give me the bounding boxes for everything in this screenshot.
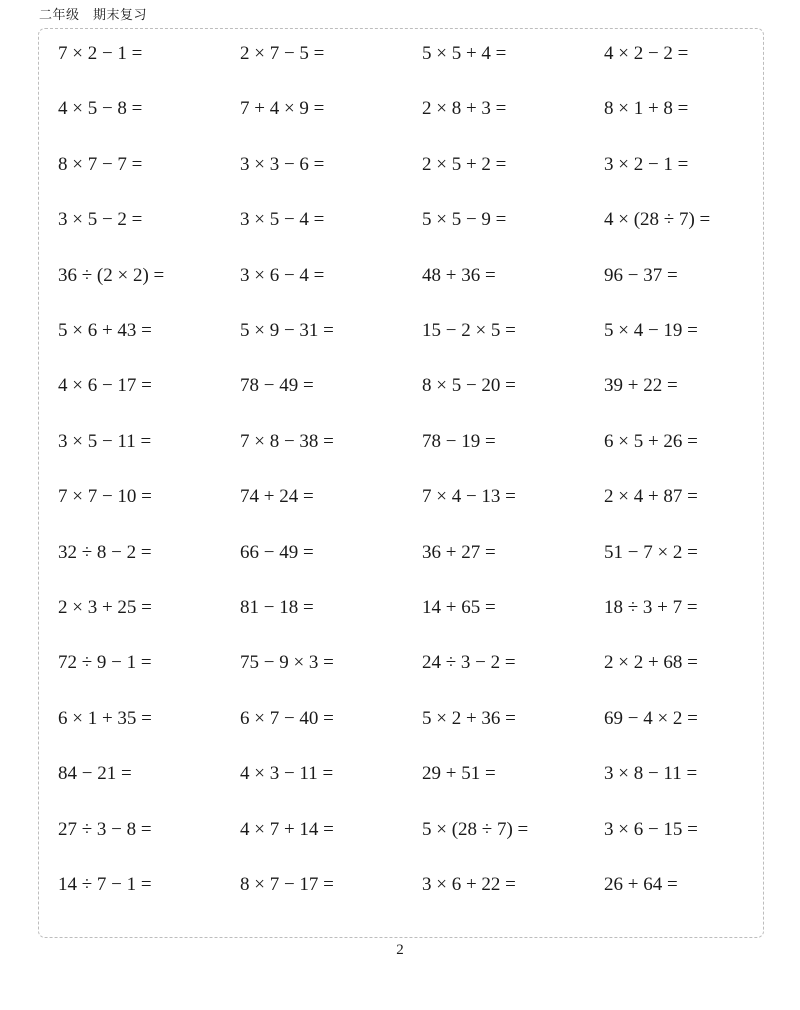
math-problem: 3 × 8 − 11 =	[604, 763, 698, 785]
math-problem: 72 ÷ 9 − 1 =	[58, 652, 152, 674]
math-problem: 27 ÷ 3 − 8 =	[58, 818, 152, 840]
math-problem: 96 − 37 =	[604, 264, 678, 286]
math-problem: 7 × 4 − 13 =	[422, 486, 516, 508]
math-problem: 14 + 65 =	[422, 597, 496, 618]
math-problem: 24 ÷ 3 − 2 =	[422, 652, 516, 674]
math-problem: 69 − 4 × 2 =	[604, 707, 698, 729]
math-problem: 6 × 7 − 40 =	[240, 707, 334, 729]
math-problem: 74 + 24 =	[240, 486, 314, 508]
math-problem: 3 × 6 − 15 =	[604, 818, 698, 840]
math-problem: 3 × 5 − 2 =	[58, 209, 143, 231]
math-problem: 51 − 7 × 2 =	[604, 541, 698, 563]
math-problem: 8 × 7 − 17 =	[240, 874, 334, 895]
problem-row	[58, 150, 758, 180]
math-problem: 39 + 22 =	[604, 375, 678, 397]
math-problem: 3 × 6 − 4 =	[240, 264, 325, 286]
math-problem: 7 + 4 × 9 =	[240, 98, 325, 120]
math-problem: 6 × 1 + 35 =	[58, 707, 152, 729]
math-problem: 2 × 4 + 87 =	[604, 486, 698, 508]
math-problem: 32 ÷ 8 − 2 =	[58, 541, 152, 563]
math-problem: 3 × 6 + 22 =	[422, 874, 516, 895]
problem-row	[58, 39, 758, 69]
math-problem: 7 × 2 − 1 =	[58, 43, 143, 64]
math-problem: 3 × 2 − 1 =	[604, 153, 689, 175]
problem-row	[58, 205, 758, 235]
math-problem: 4 × 2 − 2 =	[604, 43, 689, 64]
math-problem: 5 × 9 − 31 =	[240, 320, 334, 341]
math-problem: 3 × 5 − 11 =	[58, 430, 152, 452]
problem-row	[58, 815, 758, 845]
problem-row	[58, 538, 758, 568]
problem-row	[58, 593, 758, 623]
problem-row	[58, 870, 758, 900]
math-problem: 4 × 6 − 17 =	[58, 375, 152, 397]
math-problem: 5 × 5 − 9 =	[422, 209, 507, 231]
math-problem: 36 + 27 =	[422, 541, 496, 563]
math-problem: 7 × 7 − 10 =	[58, 486, 152, 508]
math-problem: 26 + 64 =	[604, 874, 678, 895]
problem-row	[58, 94, 758, 124]
math-problem: 78 − 19 =	[422, 430, 496, 452]
math-problem: 2 × 2 + 68 =	[604, 652, 698, 674]
math-problem: 8 × 5 − 20 =	[422, 375, 516, 397]
math-problem: 66 − 49 =	[240, 541, 314, 563]
math-problem: 2 × 5 + 2 =	[422, 153, 507, 175]
math-problem: 48 + 36 =	[422, 264, 496, 286]
math-problem: 4 × 7 + 14 =	[240, 818, 334, 840]
math-problem: 14 ÷ 7 − 1 =	[58, 874, 152, 895]
problem-row	[58, 759, 758, 789]
math-problem: 5 × (28 ÷ 7) =	[422, 818, 529, 840]
page-number: 2	[396, 942, 404, 958]
math-problem: 2 × 7 − 5 =	[240, 43, 325, 64]
math-problem: 78 − 49 =	[240, 375, 314, 397]
math-problem: 29 + 51 =	[422, 763, 496, 785]
math-problem: 15 − 2 × 5 =	[422, 320, 516, 341]
math-problem: 8 × 7 − 7 =	[58, 153, 143, 175]
math-problem: 81 − 18 =	[240, 597, 314, 618]
math-problem: 5 × 2 + 36 =	[422, 707, 516, 729]
problem-frame	[38, 28, 764, 938]
math-problem: 5 × 4 − 19 =	[604, 320, 698, 341]
math-problem: 6 × 5 + 26 =	[604, 430, 698, 452]
math-problem: 3 × 3 − 6 =	[240, 153, 325, 175]
math-problem: 4 × 5 − 8 =	[58, 98, 143, 120]
problem-row	[58, 648, 758, 678]
problem-row	[58, 261, 758, 291]
math-problem: 2 × 3 + 25 =	[58, 597, 152, 618]
math-problem: 75 − 9 × 3 =	[240, 652, 334, 674]
math-problem: 36 ÷ (2 × 2) =	[58, 264, 165, 286]
problem-row	[58, 316, 758, 346]
math-problem: 18 ÷ 3 + 7 =	[604, 597, 698, 618]
worksheet-header: 二年级 期末复习	[39, 8, 148, 23]
math-problem: 5 × 6 + 43 =	[58, 320, 152, 341]
problem-row	[58, 427, 758, 457]
math-problem: 4 × 3 − 11 =	[240, 763, 334, 785]
math-problem: 5 × 5 + 4 =	[422, 43, 507, 64]
math-problem: 84 − 21 =	[58, 763, 132, 785]
problem-row	[58, 371, 758, 401]
math-problem: 3 × 5 − 4 =	[240, 209, 325, 231]
problem-row	[58, 482, 758, 512]
math-problem: 2 × 8 + 3 =	[422, 98, 507, 120]
problem-row	[58, 704, 758, 734]
math-problem: 7 × 8 − 38 =	[240, 430, 334, 452]
math-problem: 8 × 1 + 8 =	[604, 98, 689, 120]
math-problem: 4 × (28 ÷ 7) =	[604, 209, 711, 231]
